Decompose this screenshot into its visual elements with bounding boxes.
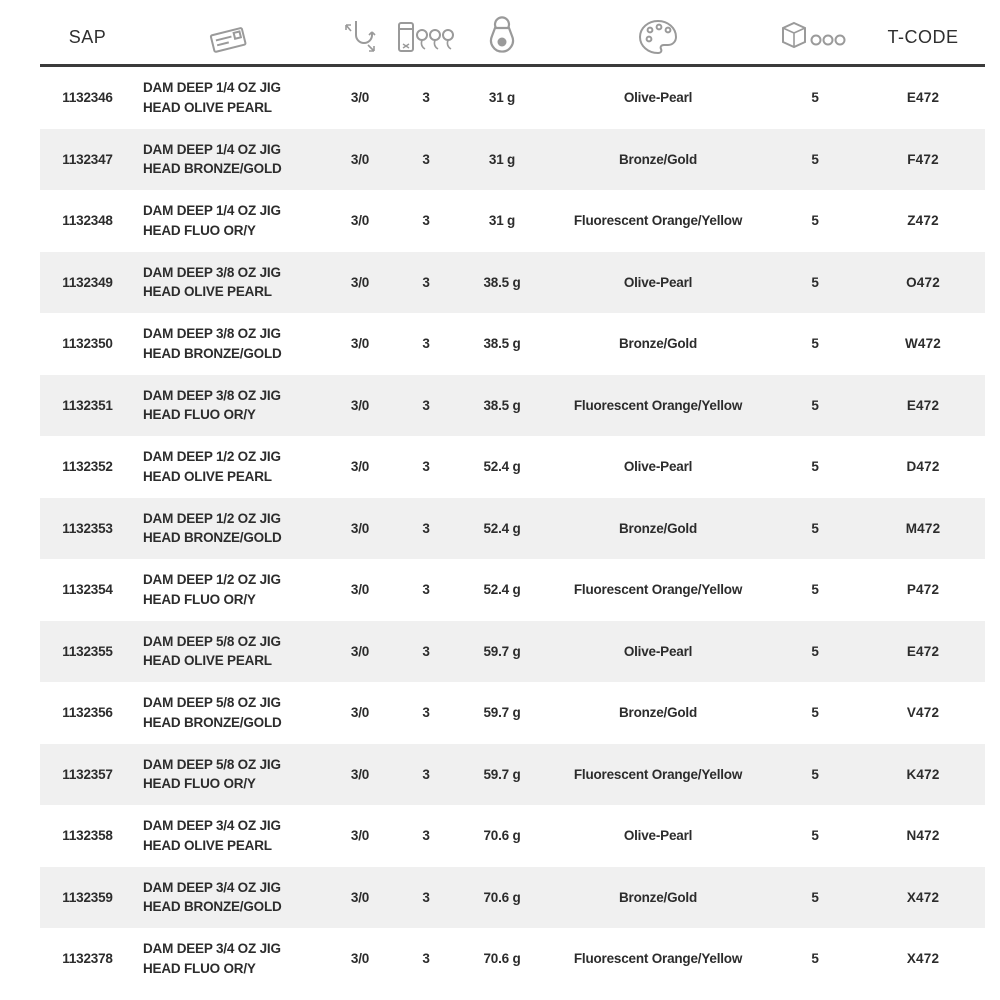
cell-description: DAM DEEP 3/4 OZ JIG HEAD OLIVE PEARL — [143, 818, 281, 853]
cell-weight: 52.4 g — [483, 582, 521, 598]
weight-icon — [482, 16, 522, 58]
cell-sap: 1132357 — [62, 766, 113, 782]
cell-pack-quantity: 3 — [422, 582, 430, 598]
cell-color: Olive-Pearl — [623, 643, 693, 659]
cell-tcode: O472 — [906, 274, 940, 290]
hook-size-icon — [338, 17, 382, 57]
cell-pack-quantity: 3 — [422, 459, 430, 475]
cell-color: Fluorescent Orange/Yellow — [573, 766, 743, 782]
cell-sap: 1132348 — [62, 213, 113, 229]
cell-pack-quantity: 3 — [422, 336, 430, 352]
cell-color: Bronze/Gold — [618, 520, 698, 536]
cell-pack-quantity: 3 — [422, 520, 430, 536]
cell-hook-size: 3/0 — [350, 151, 370, 167]
table-row — [40, 67, 985, 129]
cell-hook-size: 3/0 — [350, 951, 370, 967]
color-palette-icon — [635, 16, 681, 58]
table-row — [40, 867, 985, 929]
cell-sap: 1132359 — [62, 889, 113, 905]
col-header-tcode — [861, 10, 985, 64]
cell-description: DAM DEEP 5/8 OZ JIG HEAD BRONZE/GOLD — [143, 695, 282, 730]
cell-tcode: X472 — [906, 889, 940, 905]
cell-color: Olive-Pearl — [623, 459, 693, 475]
cell-sap: 1132349 — [62, 274, 113, 290]
cell-weight: 59.7 g — [483, 766, 521, 782]
cell-pack-quantity: 3 — [422, 951, 430, 967]
cell-pack-quantity: 3 — [422, 705, 430, 721]
cell-hook-size: 3/0 — [350, 705, 370, 721]
cell-hook-size: 3/0 — [350, 766, 370, 782]
cell-pack-quantity: 3 — [422, 828, 430, 844]
cell-tcode: W472 — [904, 336, 942, 352]
table-row — [40, 498, 985, 560]
cell-hook-size: 3/0 — [350, 274, 370, 290]
cell-tcode: E472 — [906, 643, 940, 659]
cell-carton-units: 5 — [811, 274, 819, 290]
cell-pack-quantity: 3 — [422, 643, 430, 659]
cell-carton-units: 5 — [811, 520, 819, 536]
cell-sap: 1132352 — [62, 459, 113, 475]
cell-pack-quantity: 3 — [422, 151, 430, 167]
table-row — [40, 252, 985, 314]
cell-carton-units: 5 — [811, 643, 819, 659]
cell-color: Olive-Pearl — [623, 90, 693, 106]
carton-units-icon — [780, 18, 850, 56]
cell-description: DAM DEEP 3/8 OZ JIG HEAD OLIVE PEARL — [143, 264, 281, 300]
cell-description: DAM DEEP 1/4 OZ JIG HEAD FLUO OR/Y — [143, 203, 281, 238]
cell-hook-size: 3/0 — [350, 336, 370, 352]
cell-description: DAM DEEP 3/4 OZ JIG HEAD FLUO OR/Y — [143, 941, 281, 976]
cell-hook-size: 3/0 — [350, 828, 370, 844]
cell-sap: 1132347 — [62, 151, 113, 167]
table-row — [40, 313, 985, 375]
cell-sap: 1132350 — [62, 336, 113, 352]
cell-description: DAM DEEP 5/8 OZ JIG HEAD FLUO OR/Y — [143, 756, 281, 792]
table-row — [40, 190, 985, 252]
cell-carton-units: 5 — [811, 828, 819, 844]
table-row — [40, 559, 985, 621]
table-row — [40, 744, 985, 806]
cell-tcode: E472 — [906, 90, 940, 106]
cell-color: Bronze/Gold — [618, 336, 698, 352]
product-label-icon — [204, 19, 256, 55]
cell-color: Bronze/Gold — [618, 705, 698, 721]
cell-tcode: F472 — [907, 151, 939, 167]
cell-weight: 59.7 g — [483, 705, 521, 721]
table-body — [40, 67, 985, 990]
cell-carton-units: 5 — [811, 705, 819, 721]
col-header-hook-size — [325, 10, 395, 64]
cell-carton-units: 5 — [811, 766, 819, 782]
col-header-weight — [457, 10, 547, 64]
product-table — [40, 10, 985, 990]
col-header-color — [547, 10, 769, 64]
cell-description: DAM DEEP 1/2 OZ JIG HEAD FLUO OR/Y — [143, 572, 281, 607]
cell-tcode: K472 — [906, 766, 940, 782]
table-row — [40, 805, 985, 867]
cell-description: DAM DEEP 3/8 OZ JIG HEAD FLUO OR/Y — [143, 387, 281, 423]
catalog-table-page — [0, 10, 1000, 1000]
cell-description: DAM DEEP 1/4 OZ JIG HEAD BRONZE/GOLD — [143, 141, 282, 177]
cell-description: DAM DEEP 3/8 OZ JIG HEAD BRONZE/GOLD — [143, 326, 282, 361]
cell-tcode: N472 — [906, 828, 940, 844]
cell-pack-quantity: 3 — [422, 274, 430, 290]
cell-weight: 70.6 g — [483, 828, 521, 844]
cell-hook-size: 3/0 — [350, 582, 370, 598]
cell-weight: 52.4 g — [483, 520, 521, 536]
table-row — [40, 375, 985, 437]
cell-weight: 38.5 g — [483, 397, 521, 413]
table-row — [40, 436, 985, 498]
cell-tcode: M472 — [905, 520, 941, 536]
cell-description: DAM DEEP 3/4 OZ JIG HEAD BRONZE/GOLD — [143, 879, 282, 915]
cell-weight: 70.6 g — [483, 951, 521, 967]
cell-description: DAM DEEP 1/4 OZ JIG HEAD OLIVE PEARL — [143, 80, 281, 115]
cell-sap: 1132358 — [62, 828, 113, 844]
cell-color: Fluorescent Orange/Yellow — [573, 397, 743, 413]
cell-hook-size: 3/0 — [350, 643, 370, 659]
cell-weight: 31 g — [488, 213, 516, 229]
cell-color: Olive-Pearl — [623, 828, 693, 844]
cell-sap: 1132354 — [62, 582, 113, 598]
cell-pack-quantity: 3 — [422, 889, 430, 905]
cell-tcode: D472 — [906, 459, 940, 475]
cell-description: DAM DEEP 5/8 OZ JIG HEAD OLIVE PEARL — [143, 633, 281, 669]
cell-sap: 1132353 — [62, 520, 113, 536]
cell-description: DAM DEEP 1/2 OZ JIG HEAD BRONZE/GOLD — [143, 510, 282, 546]
cell-description: DAM DEEP 1/2 OZ JIG HEAD OLIVE PEARL — [143, 449, 281, 484]
cell-color: Olive-Pearl — [623, 274, 693, 290]
cell-sap: 1132346 — [62, 90, 113, 106]
cell-color: Fluorescent Orange/Yellow — [573, 582, 743, 598]
cell-carton-units: 5 — [811, 213, 819, 229]
cell-pack-quantity: 3 — [422, 90, 430, 106]
cell-weight: 31 g — [488, 151, 516, 167]
pack-contents-icon — [395, 17, 457, 57]
cell-hook-size: 3/0 — [350, 397, 370, 413]
cell-hook-size: 3/0 — [350, 90, 370, 106]
table-header — [40, 10, 985, 67]
cell-pack-quantity: 3 — [422, 213, 430, 229]
cell-tcode: V472 — [906, 705, 940, 721]
cell-carton-units: 5 — [811, 459, 819, 475]
cell-color: Bronze/Gold — [618, 889, 698, 905]
cell-hook-size: 3/0 — [350, 889, 370, 905]
cell-weight: 38.5 g — [483, 274, 521, 290]
col-header-pack-contents — [395, 10, 457, 64]
cell-carton-units: 5 — [811, 951, 819, 967]
cell-color: Fluorescent Orange/Yellow — [573, 213, 743, 229]
cell-carton-units: 5 — [811, 151, 819, 167]
table-row — [40, 129, 985, 191]
cell-tcode: Z472 — [907, 213, 939, 229]
table-row — [40, 928, 985, 990]
cell-weight: 31 g — [488, 90, 516, 106]
cell-weight: 59.7 g — [483, 643, 521, 659]
cell-tcode: P472 — [906, 582, 940, 598]
cell-carton-units: 5 — [811, 90, 819, 106]
cell-hook-size: 3/0 — [350, 459, 370, 475]
cell-sap: 1132356 — [62, 705, 113, 721]
cell-sap: 1132378 — [62, 951, 113, 967]
cell-weight: 52.4 g — [483, 459, 521, 475]
cell-carton-units: 5 — [811, 582, 819, 598]
sap-header-label: SAP — [68, 26, 107, 47]
cell-color: Bronze/Gold — [618, 151, 698, 167]
cell-sap: 1132355 — [62, 643, 113, 659]
cell-carton-units: 5 — [811, 889, 819, 905]
col-header-description — [135, 10, 325, 64]
tcode-header-label: T-CODE — [887, 26, 959, 47]
cell-pack-quantity: 3 — [422, 766, 430, 782]
cell-tcode: E472 — [906, 397, 940, 413]
cell-color: Fluorescent Orange/Yellow — [573, 951, 743, 967]
table-row — [40, 621, 985, 683]
cell-sap: 1132351 — [62, 397, 113, 413]
cell-hook-size: 3/0 — [350, 213, 370, 229]
col-header-carton-units — [769, 10, 861, 64]
cell-carton-units: 5 — [811, 397, 819, 413]
cell-carton-units: 5 — [811, 336, 819, 352]
cell-hook-size: 3/0 — [350, 520, 370, 536]
cell-weight: 38.5 g — [483, 336, 521, 352]
table-row — [40, 682, 985, 744]
cell-pack-quantity: 3 — [422, 397, 430, 413]
cell-weight: 70.6 g — [483, 889, 521, 905]
col-header-sap — [40, 10, 135, 64]
cell-tcode: X472 — [906, 951, 940, 967]
